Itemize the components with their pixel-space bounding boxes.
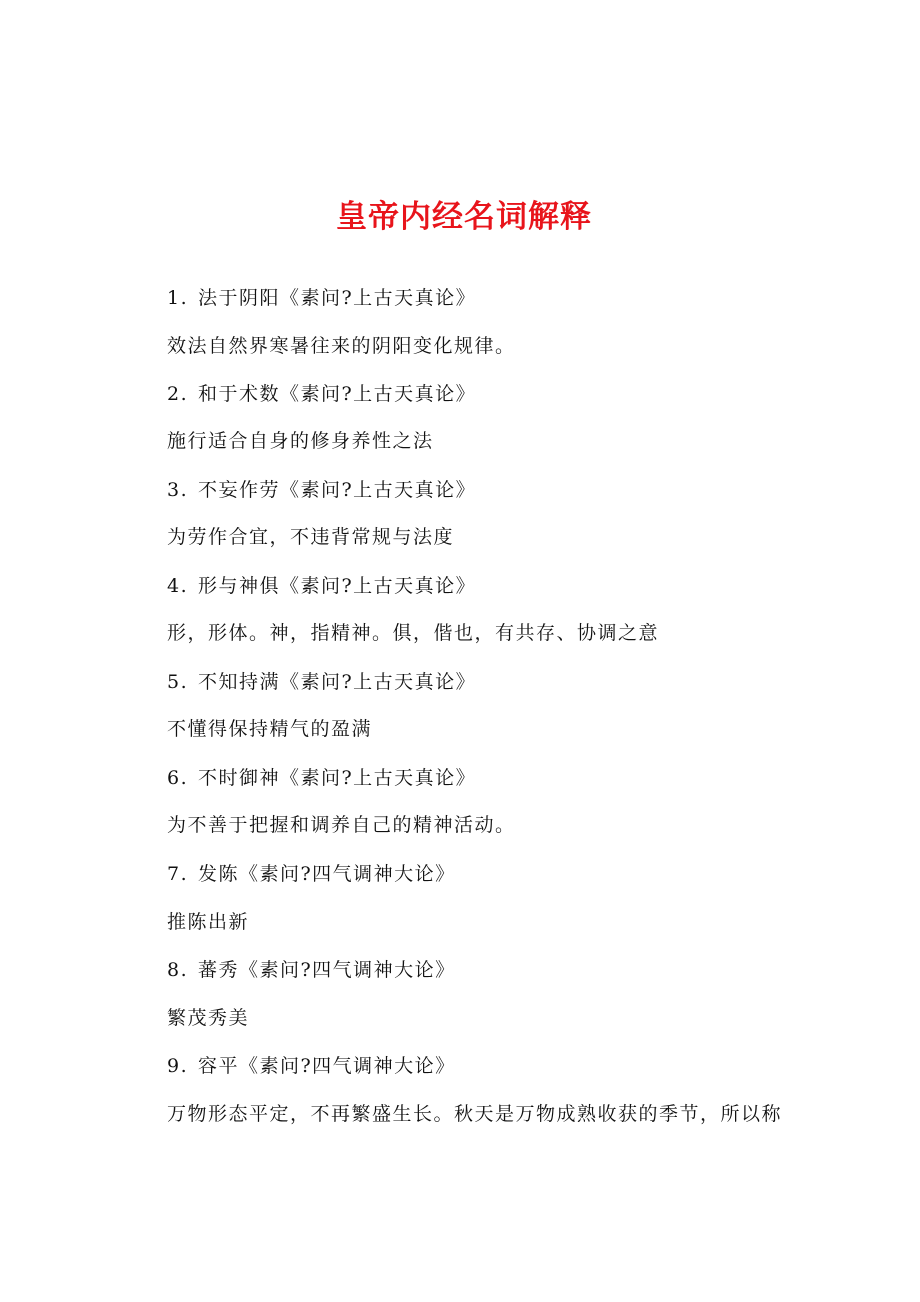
entry-7-definition: 推陈出新 <box>167 911 250 933</box>
entry-2-definition: 施行适合自身的修身养性之法 <box>167 430 434 452</box>
entry-5-definition: 不懂得保持精气的盈满 <box>167 718 373 740</box>
entry-number: 6. <box>167 767 189 789</box>
entry-term: 形与神俱《素问?上古天真论》 <box>198 575 477 597</box>
entry-term: 不知持满《素问?上古天真论》 <box>198 671 477 693</box>
entry-1-definition: 效法自然界寒暑往来的阴阳变化规律。 <box>167 335 516 357</box>
entry-2-term-line <box>167 380 476 408</box>
entry-3-term-line <box>167 476 476 504</box>
entry-term: 容平《素问?四气调神大论》 <box>198 1055 456 1077</box>
entry-term: 和于术数《素问?上古天真论》 <box>198 383 477 405</box>
entry-8-definition: 繁茂秀美 <box>167 1007 250 1029</box>
entry-term: 不妄作劳《素问?上古天真论》 <box>198 479 477 501</box>
entry-number: 9. <box>167 1055 189 1077</box>
entry-number: 2. <box>167 383 189 405</box>
entry-number: 1. <box>167 287 189 309</box>
entry-number: 7. <box>167 863 189 885</box>
entry-6-term-line <box>167 764 476 792</box>
entry-4-definition: 形，形体。神，指精神。俱，偕也，有共存、协调之意 <box>167 622 660 644</box>
entry-term: 蕃秀《素问?四气调神大论》 <box>198 959 456 981</box>
entry-5-term-line <box>167 668 476 696</box>
entry-term: 法于阴阳《素问?上古天真论》 <box>198 287 477 309</box>
entry-number: 4. <box>167 575 189 597</box>
entry-3-definition: 为劳作合宜，不违背常规与法度 <box>167 526 455 548</box>
entry-8-term-line <box>167 956 456 984</box>
entry-6-definition: 为不善于把握和调养自己的精神活动。 <box>167 814 516 836</box>
entry-number: 3. <box>167 479 189 501</box>
entry-number: 8. <box>167 959 189 981</box>
entry-term: 发陈《素问?四气调神大论》 <box>198 863 456 885</box>
entry-9-definition: 万物形态平定，不再繁盛生长。秋天是万物成熟收获的季节，所以称 <box>167 1103 783 1125</box>
entry-number: 5. <box>167 671 189 693</box>
entry-term: 不时御神《素问?上古天真论》 <box>198 767 477 789</box>
entry-4-term-line <box>167 572 476 600</box>
entry-1-term-line <box>167 284 476 312</box>
document-title: 皇帝内经名词解释 <box>336 199 592 235</box>
entry-9-term-line <box>167 1052 456 1080</box>
entry-7-term-line <box>167 860 456 888</box>
